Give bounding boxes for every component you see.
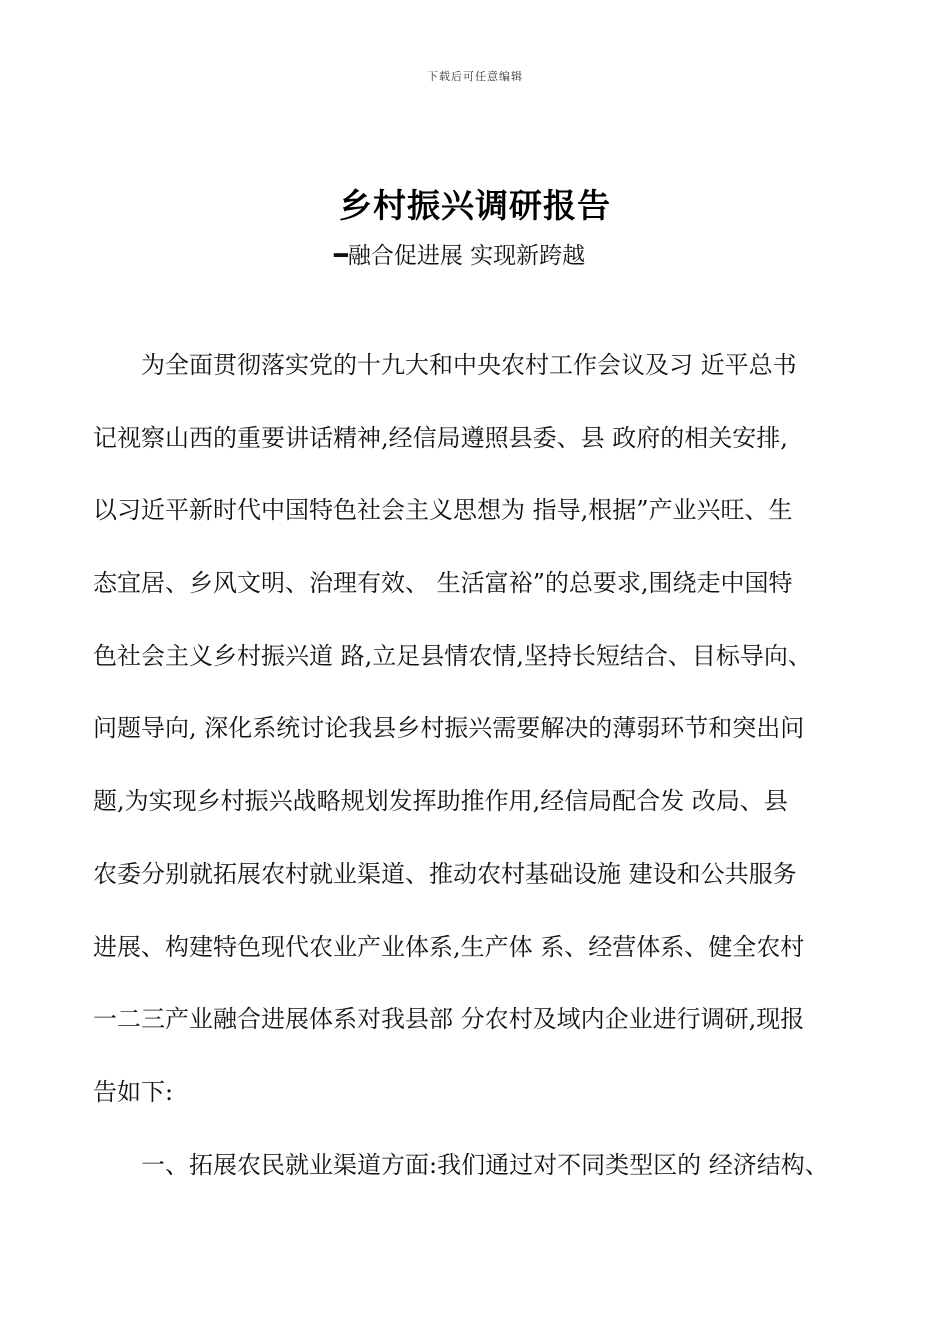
- paragraph-line: 农委分别就拓展农村就业渠道、推动农村基础设施 建设和公共服务: [93, 859, 797, 888]
- paragraph-line: 记视察山西的重要讲话精神,经信局遵照县委、县 政府的相关安排,: [93, 423, 788, 452]
- paragraph-line: 进展、构建特色现代农业产业体系,生产体 系、经营体系、健全农村: [93, 932, 805, 961]
- paragraph-line: 以习近平新时代中国特色社会主义思想为 指导,根据”产业兴旺、生: [93, 496, 793, 525]
- paragraph-line: 题,为实现乡村振兴战略规划发挥助推作用,经信局配合发 改局、县: [93, 787, 788, 816]
- document-title: 乡村振兴调研报告: [339, 186, 611, 225]
- paragraph-line: 态宜居、乡风文明、治理有效、 生活富裕”的总要求,围绕走中国特: [93, 569, 793, 598]
- paragraph-line: 一二三产业融合进展体系对我县部 分农村及域内企业进行调研,现报: [93, 1005, 805, 1034]
- document-subtitle: ━融合促进展 实现新跨越: [334, 243, 586, 269]
- header-note: 下载后可任意编辑: [427, 70, 523, 83]
- paragraph-line: 色社会主义乡村振兴道 路,立足县情农情,坚持长短结合、目标导向、: [93, 641, 812, 670]
- body-text: [93, 340, 893, 1212]
- paragraph-line: 问题导向, 深化系统讨论我县乡村振兴需要解决的薄弱环节和突出问: [93, 714, 805, 743]
- paragraph-line: 告如下:: [93, 1077, 174, 1106]
- paragraph-line: 一、拓展农民就业渠道方面:我们通过对不同类型区的 经济结构、: [141, 1150, 829, 1179]
- paragraph-line: 为全面贯彻落实党的十九大和中央农村工作会议及习 近平总书: [141, 351, 797, 379]
